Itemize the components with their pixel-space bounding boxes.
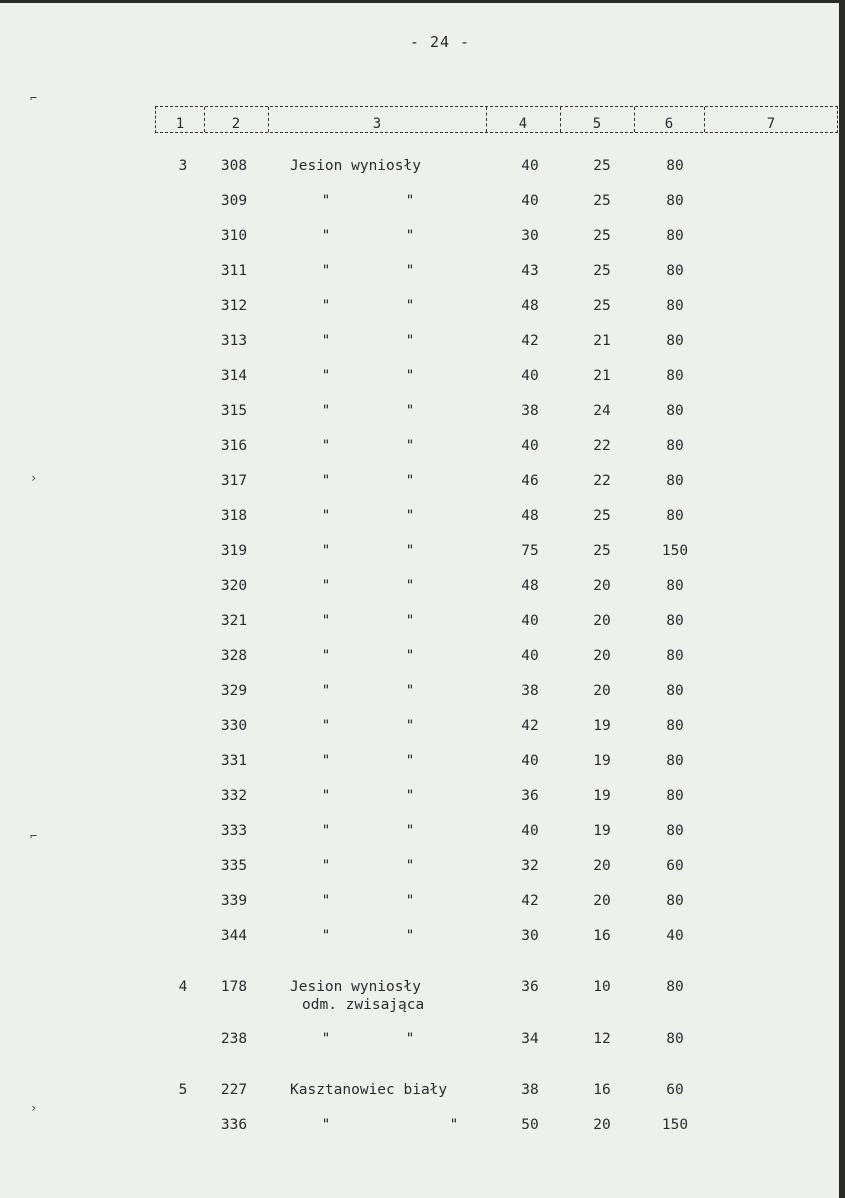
- tree-number: 308: [220, 158, 248, 174]
- species-variety: odm. zwisająca: [302, 997, 425, 1013]
- table-row: [0, 753, 845, 773]
- ditto-mark: ": [405, 543, 415, 559]
- tree-number: 336: [220, 1117, 248, 1133]
- tree-number: 313: [220, 333, 248, 349]
- value-col-4: 36: [521, 979, 539, 995]
- value-col-4: 38: [521, 683, 539, 699]
- table-row: [0, 578, 845, 598]
- value-col-4: 40: [521, 368, 539, 384]
- value-col-4: 40: [521, 158, 539, 174]
- ditto-mark: ": [405, 403, 415, 419]
- tree-number: 333: [220, 823, 248, 839]
- value-col-6: 80: [666, 368, 684, 384]
- value-col-5: 19: [593, 718, 611, 734]
- tree-number: 339: [220, 893, 248, 909]
- ditto-mark: ": [405, 228, 415, 244]
- value-col-4: 42: [521, 333, 539, 349]
- value-col-6: 80: [666, 823, 684, 839]
- tree-number: 317: [220, 473, 248, 489]
- value-col-5: 20: [593, 613, 611, 629]
- value-col-5: 16: [593, 928, 611, 944]
- value-col-6: 80: [666, 403, 684, 419]
- value-col-4: 43: [521, 263, 539, 279]
- value-col-5: 19: [593, 788, 611, 804]
- value-col-6: 60: [666, 1082, 684, 1098]
- value-col-4: 34: [521, 1031, 539, 1047]
- tree-number: 318: [220, 508, 248, 524]
- value-col-6: 80: [666, 578, 684, 594]
- ditto-mark: ": [405, 368, 415, 384]
- ditto-mark: ": [405, 893, 415, 909]
- value-col-5: 25: [593, 193, 611, 209]
- ditto-mark: ": [321, 823, 331, 839]
- ditto-mark: ": [321, 1117, 331, 1133]
- ditto-mark: ": [405, 928, 415, 944]
- group-number: 3: [178, 158, 188, 174]
- value-col-4: 48: [521, 508, 539, 524]
- value-col-6: 150: [661, 1117, 689, 1133]
- page-number: - 24 -: [409, 33, 471, 51]
- tree-number: 315: [220, 403, 248, 419]
- ditto-mark: ": [321, 438, 331, 454]
- ditto-mark: ": [321, 298, 331, 314]
- value-col-4: 32: [521, 858, 539, 874]
- ditto-mark: ": [405, 648, 415, 664]
- ditto-mark: ": [405, 193, 415, 209]
- value-col-4: 48: [521, 578, 539, 594]
- value-col-5: 25: [593, 263, 611, 279]
- tree-number: 328: [220, 648, 248, 664]
- tree-number: 311: [220, 263, 248, 279]
- value-col-5: 21: [593, 333, 611, 349]
- header-col-1: 1: [175, 116, 185, 132]
- species-name: Jesion wyniosły: [290, 979, 421, 995]
- table-row: [0, 403, 845, 423]
- value-col-6: 80: [666, 788, 684, 804]
- header-col-6: 6: [634, 107, 703, 132]
- table-row: [0, 1117, 845, 1137]
- table-row: [0, 193, 845, 213]
- value-col-6: 80: [666, 718, 684, 734]
- punch-mark: ⌐: [30, 91, 38, 105]
- value-col-5: 25: [593, 543, 611, 559]
- value-col-4: 75: [521, 543, 539, 559]
- table-row: [0, 858, 845, 878]
- value-col-4: 42: [521, 893, 539, 909]
- value-col-6: 150: [661, 543, 689, 559]
- value-col-4: 38: [521, 1082, 539, 1098]
- tree-number: 178: [220, 979, 248, 995]
- value-col-6: 80: [666, 333, 684, 349]
- header-col-5: 5: [560, 107, 633, 132]
- ditto-mark: ": [405, 788, 415, 804]
- ditto-mark: ": [405, 753, 415, 769]
- value-col-5: 19: [593, 753, 611, 769]
- tree-number: 335: [220, 858, 248, 874]
- ditto-mark: ": [321, 858, 331, 874]
- value-col-5: 20: [593, 858, 611, 874]
- value-col-4: 36: [521, 788, 539, 804]
- tree-number: 321: [220, 613, 248, 629]
- ditto-mark: ": [321, 718, 331, 734]
- ditto-mark: ": [405, 473, 415, 489]
- value-col-5: 19: [593, 823, 611, 839]
- tree-number: 332: [220, 788, 248, 804]
- ditto-mark: ": [405, 438, 415, 454]
- value-col-5: 12: [593, 1031, 611, 1047]
- ditto-mark: ": [321, 193, 331, 209]
- table-row: [0, 648, 845, 668]
- table-row: [0, 543, 845, 563]
- value-col-5: 20: [593, 683, 611, 699]
- table-row: [0, 788, 845, 808]
- table-row: [0, 1082, 845, 1102]
- table-row: [0, 979, 845, 999]
- punch-mark: ›: [30, 471, 38, 485]
- ditto-mark: ": [321, 788, 331, 804]
- table-row: [0, 823, 845, 843]
- value-col-5: 24: [593, 403, 611, 419]
- species-name: Kasztanowiec biały: [290, 1082, 448, 1098]
- value-col-4: 40: [521, 823, 539, 839]
- value-col-4: 30: [521, 228, 539, 244]
- table-row: [0, 928, 845, 948]
- ditto-mark: ": [405, 508, 415, 524]
- header-col-3: 3: [268, 107, 485, 132]
- tree-number: 344: [220, 928, 248, 944]
- table-header: [155, 106, 838, 133]
- header-col-4: 4: [486, 107, 559, 132]
- value-col-6: 80: [666, 613, 684, 629]
- ditto-mark: ": [321, 578, 331, 594]
- value-col-4: 40: [521, 438, 539, 454]
- value-col-6: 80: [666, 158, 684, 174]
- ditto-mark: ": [405, 263, 415, 279]
- value-col-4: 30: [521, 928, 539, 944]
- tree-number: 312: [220, 298, 248, 314]
- value-col-6: 80: [666, 298, 684, 314]
- value-col-5: 20: [593, 578, 611, 594]
- table-row: [0, 333, 845, 353]
- tree-number: 329: [220, 683, 248, 699]
- group-number: 5: [178, 1082, 188, 1098]
- ditto-mark: ": [321, 228, 331, 244]
- group-number: 4: [178, 979, 188, 995]
- table-row: [0, 263, 845, 283]
- value-col-6: 80: [666, 438, 684, 454]
- value-col-6: 80: [666, 683, 684, 699]
- value-col-6: 80: [666, 228, 684, 244]
- tree-number: 330: [220, 718, 248, 734]
- ditto-mark: ": [405, 1031, 415, 1047]
- value-col-4: 40: [521, 753, 539, 769]
- tree-number: 310: [220, 228, 248, 244]
- ditto-mark: ": [321, 368, 331, 384]
- ditto-mark: ": [321, 1031, 331, 1047]
- ditto-mark: ": [405, 718, 415, 734]
- ditto-mark: ": [321, 263, 331, 279]
- value-col-4: 40: [521, 613, 539, 629]
- value-col-5: 20: [593, 1117, 611, 1133]
- table-row: [0, 893, 845, 913]
- table-row: [0, 438, 845, 458]
- table-row: [0, 298, 845, 318]
- value-col-5: 25: [593, 228, 611, 244]
- ditto-mark: ": [405, 683, 415, 699]
- value-col-5: 10: [593, 979, 611, 995]
- tree-number: 309: [220, 193, 248, 209]
- tree-number: 331: [220, 753, 248, 769]
- value-col-5: 20: [593, 893, 611, 909]
- ditto-mark: ": [405, 333, 415, 349]
- ditto-mark: ": [405, 858, 415, 874]
- value-col-6: 80: [666, 893, 684, 909]
- table-row: [0, 718, 845, 738]
- value-col-4: 38: [521, 403, 539, 419]
- tree-number: 314: [220, 368, 248, 384]
- table-row: [0, 158, 845, 178]
- table-row: [0, 473, 845, 493]
- punch-mark: ›: [30, 1101, 38, 1115]
- value-col-6: 80: [666, 1031, 684, 1047]
- value-col-6: 80: [666, 263, 684, 279]
- table-row: [0, 508, 845, 528]
- value-col-6: 80: [666, 193, 684, 209]
- tree-number: 316: [220, 438, 248, 454]
- value-col-6: 80: [666, 753, 684, 769]
- value-col-5: 25: [593, 158, 611, 174]
- table-row: [0, 228, 845, 248]
- ditto-mark: ": [405, 823, 415, 839]
- table-row: [0, 613, 845, 633]
- value-col-6: 80: [666, 979, 684, 995]
- value-col-5: 21: [593, 368, 611, 384]
- value-col-6: 40: [666, 928, 684, 944]
- ditto-mark: ": [321, 893, 331, 909]
- value-col-5: 25: [593, 298, 611, 314]
- ditto-mark: ": [321, 613, 331, 629]
- value-col-4: 42: [521, 718, 539, 734]
- punch-mark: ⌐: [30, 829, 38, 843]
- ditto-mark: ": [405, 298, 415, 314]
- table-row: [0, 1031, 845, 1051]
- ditto-mark: ": [405, 578, 415, 594]
- value-col-5: 25: [593, 508, 611, 524]
- ditto-mark: ": [321, 333, 331, 349]
- value-col-6: 80: [666, 508, 684, 524]
- value-col-5: 20: [593, 648, 611, 664]
- header-col-7: 7: [704, 107, 837, 132]
- value-col-6: 60: [666, 858, 684, 874]
- header-col-2: 2: [204, 107, 267, 132]
- species-name: Jesion wyniosły: [290, 158, 421, 174]
- tree-number: 319: [220, 543, 248, 559]
- ditto-mark: ": [321, 683, 331, 699]
- ditto-mark: ": [321, 753, 331, 769]
- ditto-mark: ": [321, 543, 331, 559]
- value-col-4: 48: [521, 298, 539, 314]
- ditto-mark: ": [405, 613, 415, 629]
- value-col-5: 22: [593, 473, 611, 489]
- tree-number: 238: [220, 1031, 248, 1047]
- value-col-4: 46: [521, 473, 539, 489]
- value-col-6: 80: [666, 648, 684, 664]
- ditto-mark: ": [321, 648, 331, 664]
- ditto-mark: ": [321, 928, 331, 944]
- value-col-4: 40: [521, 193, 539, 209]
- table-row: [0, 368, 845, 388]
- value-col-5: 22: [593, 438, 611, 454]
- value-col-6: 80: [666, 473, 684, 489]
- ditto-mark: ": [321, 473, 331, 489]
- value-col-4: 50: [521, 1117, 539, 1133]
- tree-number: 320: [220, 578, 248, 594]
- value-col-4: 40: [521, 648, 539, 664]
- value-col-5: 16: [593, 1082, 611, 1098]
- ditto-mark: ": [321, 508, 331, 524]
- tree-number: 227: [220, 1082, 248, 1098]
- ditto-mark: ": [449, 1117, 459, 1133]
- table-row: [0, 683, 845, 703]
- ditto-mark: ": [321, 403, 331, 419]
